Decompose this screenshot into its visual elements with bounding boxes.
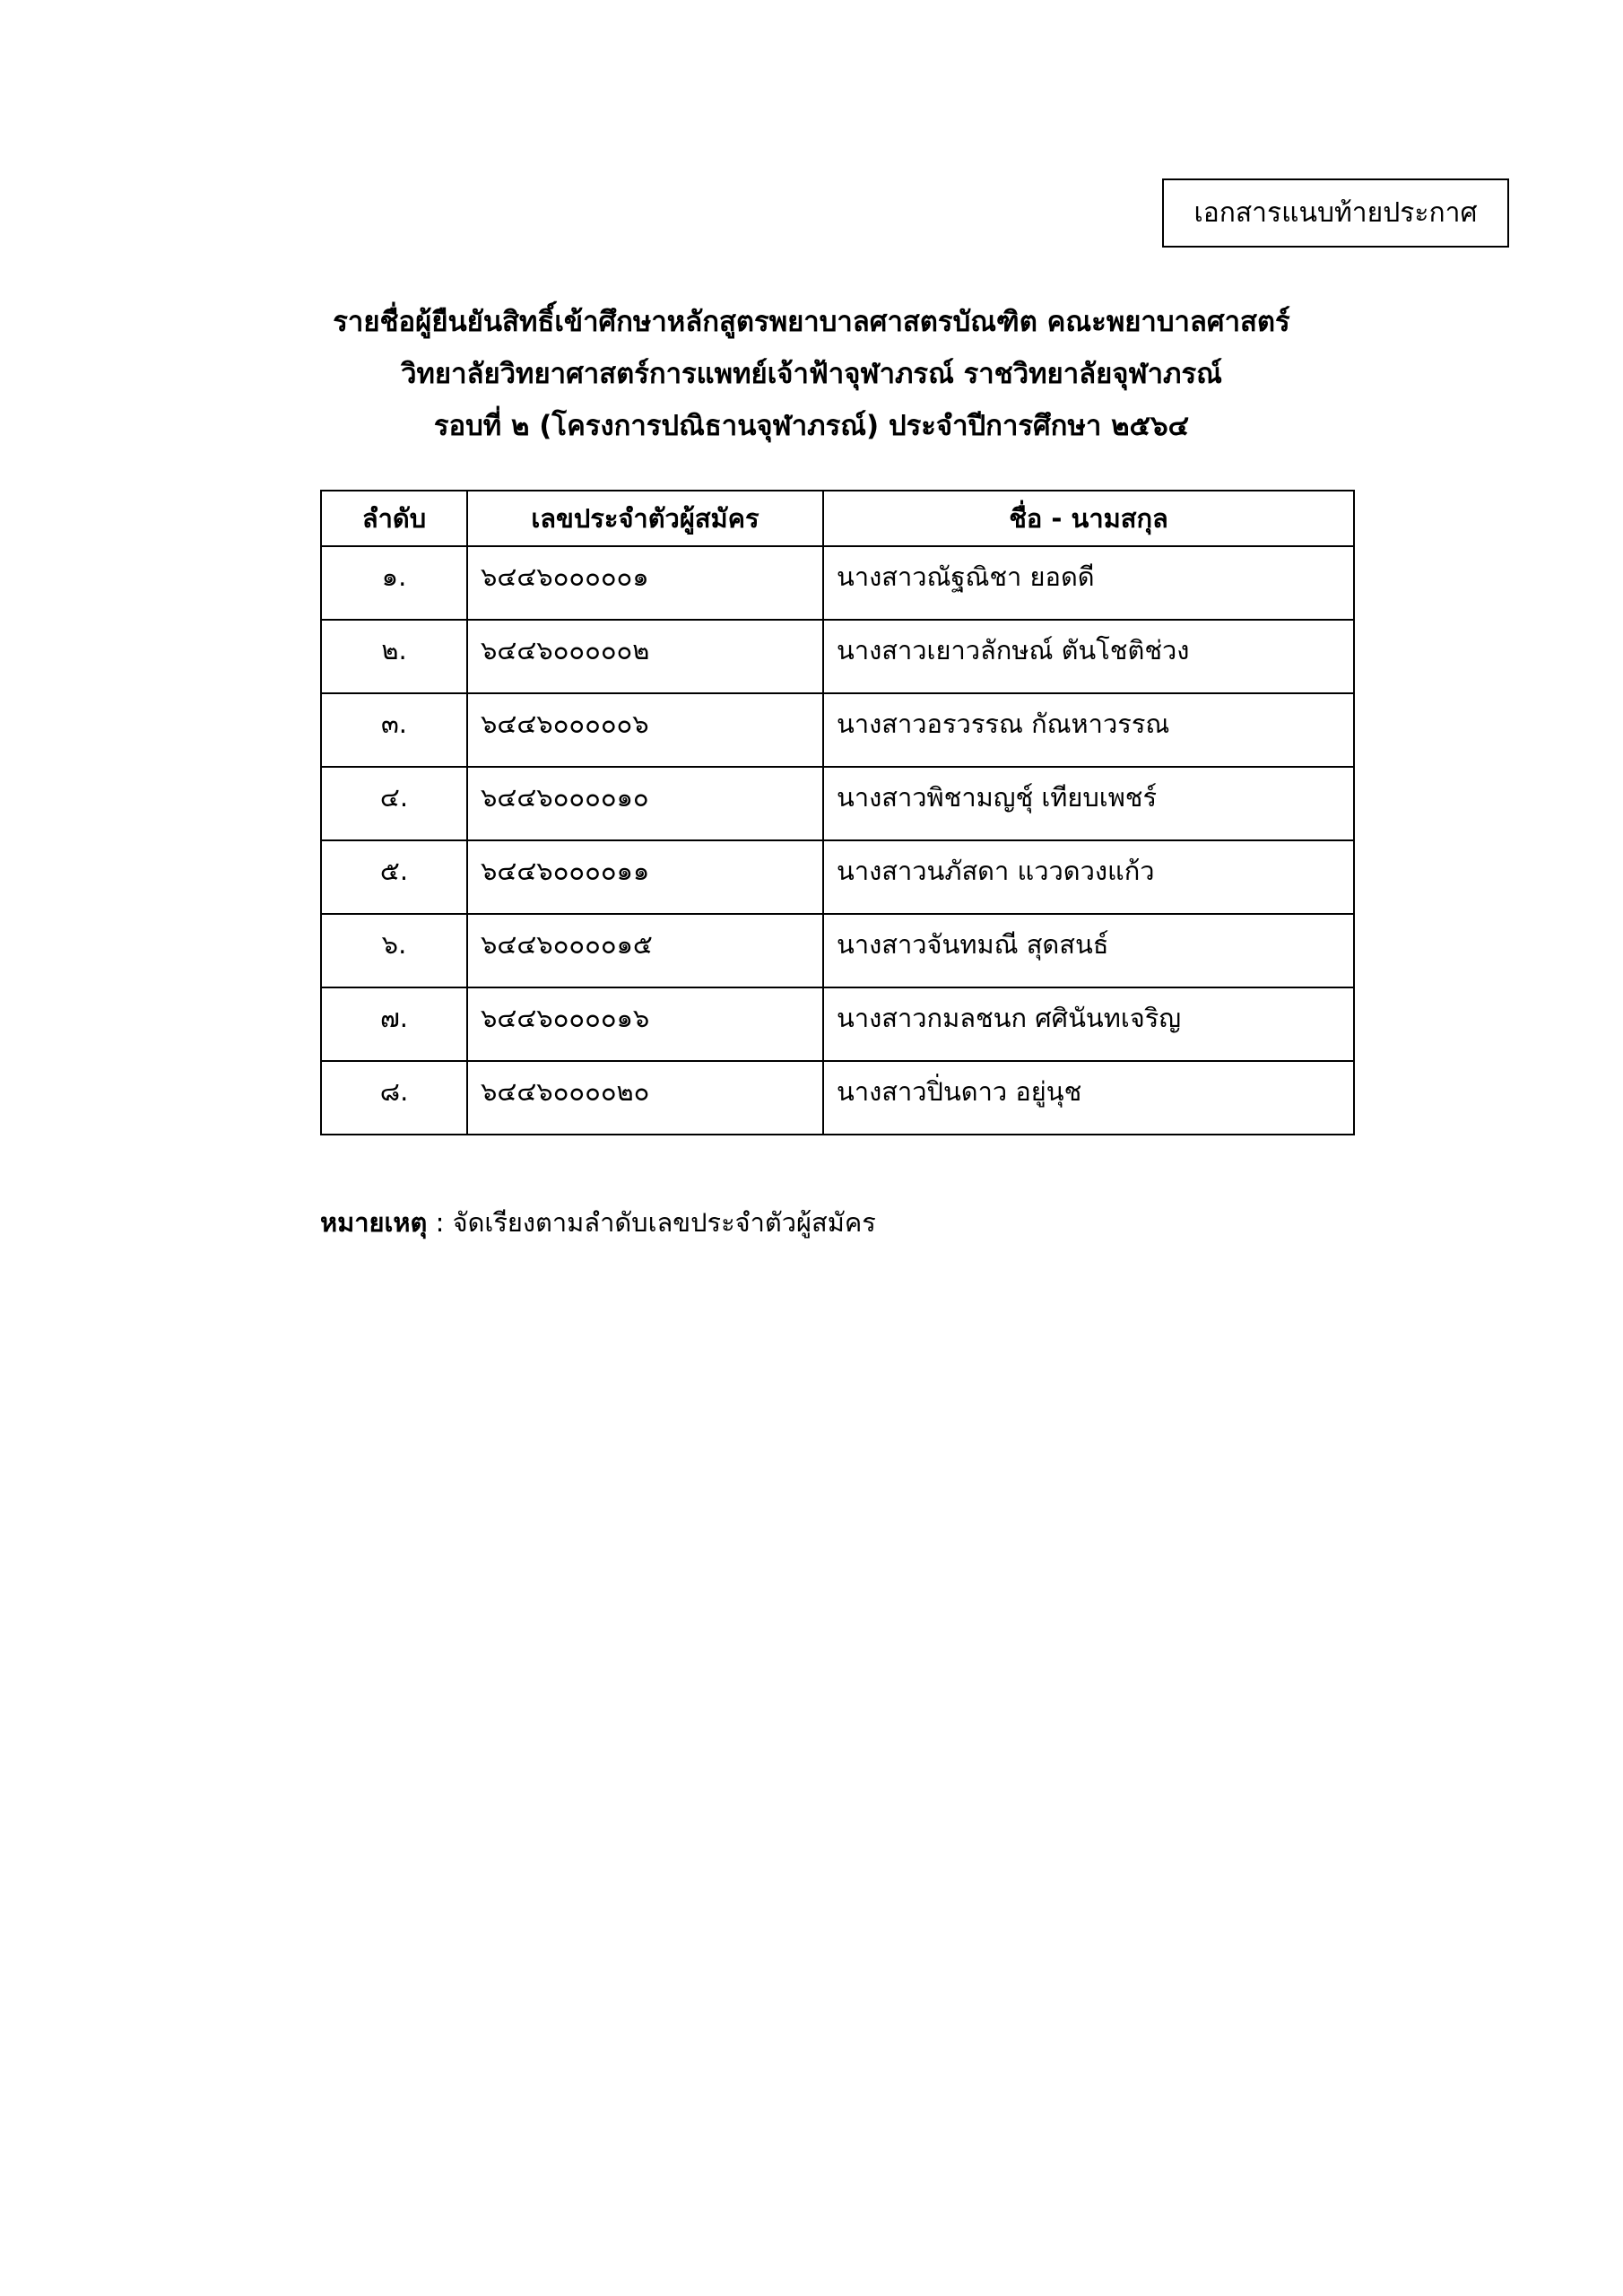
footnote-label: หมายเหตุ <box>320 1207 428 1238</box>
header-full-name: ชื่อ - นามสกุล <box>823 491 1354 546</box>
footnote-text: จัดเรียงตามลำดับเลขประจำตัวผู้สมัคร <box>452 1207 876 1238</box>
table-row <box>321 546 1354 620</box>
cell-full-name: นางสาวกมลชนก ศศินันทเจริญ <box>823 987 1354 1061</box>
cell-full-name: นางสาวจันทมณี สุดสนธ์ <box>823 914 1354 987</box>
candidate-table <box>320 490 1355 1135</box>
cell-full-name: นางสาวอรวรรณ กัณหาวรรณ <box>823 693 1354 767</box>
document-title <box>0 296 1623 452</box>
cell-sequence: ๗. <box>321 987 467 1061</box>
cell-sequence: ๘. <box>321 1061 467 1135</box>
cell-applicant-id: ๖๔๔๖๐๐๐๐๑๑ <box>467 840 823 914</box>
table-row <box>321 1061 1354 1135</box>
table-row <box>321 693 1354 767</box>
cell-sequence: ๓. <box>321 693 467 767</box>
cell-sequence: ๕. <box>321 840 467 914</box>
title-line-1: รายชื่อผู้ยืนยันสิทธิ์เข้าศึกษาหลักสูตรพยาบาลศาสตรบัณฑิต คณะพยาบาลศาสตร์ <box>333 306 1290 338</box>
cell-sequence: ๒. <box>321 620 467 693</box>
cell-sequence: ๑. <box>321 546 467 620</box>
cell-applicant-id: ๖๔๔๖๐๐๐๐๑๐ <box>467 767 823 840</box>
table-header-row <box>321 491 1354 546</box>
cell-applicant-id: ๖๔๔๖๐๐๐๐๒๐ <box>467 1061 823 1135</box>
attachment-label: เอกสารแนบท้ายประกาศ <box>1193 197 1478 229</box>
header-applicant-id: เลขประจำตัวผู้สมัคร <box>467 491 823 546</box>
table-row <box>321 767 1354 840</box>
cell-full-name: นางสาวปิ่นดาว อยู่นุช <box>823 1061 1354 1135</box>
cell-sequence: ๔. <box>321 767 467 840</box>
table-row <box>321 914 1354 987</box>
cell-sequence: ๖. <box>321 914 467 987</box>
title-line-2: วิทยาลัยวิทยาศาสตร์การแพทย์เจ้าฟ้าจุฬาภรณ์ ราชวิทยาลัยจุฬาภรณ์ <box>401 358 1222 390</box>
cell-full-name: นางสาวพิชามญชุ์ เทียบเพชร์ <box>823 767 1354 840</box>
header-sequence: ลำดับ <box>321 491 467 546</box>
attachment-label-box <box>1162 178 1509 248</box>
cell-applicant-id: ๖๔๔๖๐๐๐๐๐๒ <box>467 620 823 693</box>
cell-full-name: นางสาวเยาวลักษณ์ ตันโชติช่วง <box>823 620 1354 693</box>
cell-applicant-id: ๖๔๔๖๐๐๐๐๑๕ <box>467 914 823 987</box>
cell-full-name: นางสาวนภัสดา แววดวงแก้ว <box>823 840 1354 914</box>
cell-applicant-id: ๖๔๔๖๐๐๐๐๑๖ <box>467 987 823 1061</box>
cell-applicant-id: ๖๔๔๖๐๐๐๐๐๖ <box>467 693 823 767</box>
table-row <box>321 840 1354 914</box>
footnote <box>320 1202 876 1243</box>
cell-full-name: นางสาวณัฐณิชา ยอดดี <box>823 546 1354 620</box>
cell-applicant-id: ๖๔๔๖๐๐๐๐๐๑ <box>467 546 823 620</box>
title-line-3: รอบที่ ๒ (โครงการปณิธานจุฬาภรณ์) ประจำปีการศึกษา ๒๕๖๔ <box>433 410 1190 442</box>
table-row <box>321 987 1354 1061</box>
table-row <box>321 620 1354 693</box>
footnote-separator: : <box>427 1207 453 1238</box>
